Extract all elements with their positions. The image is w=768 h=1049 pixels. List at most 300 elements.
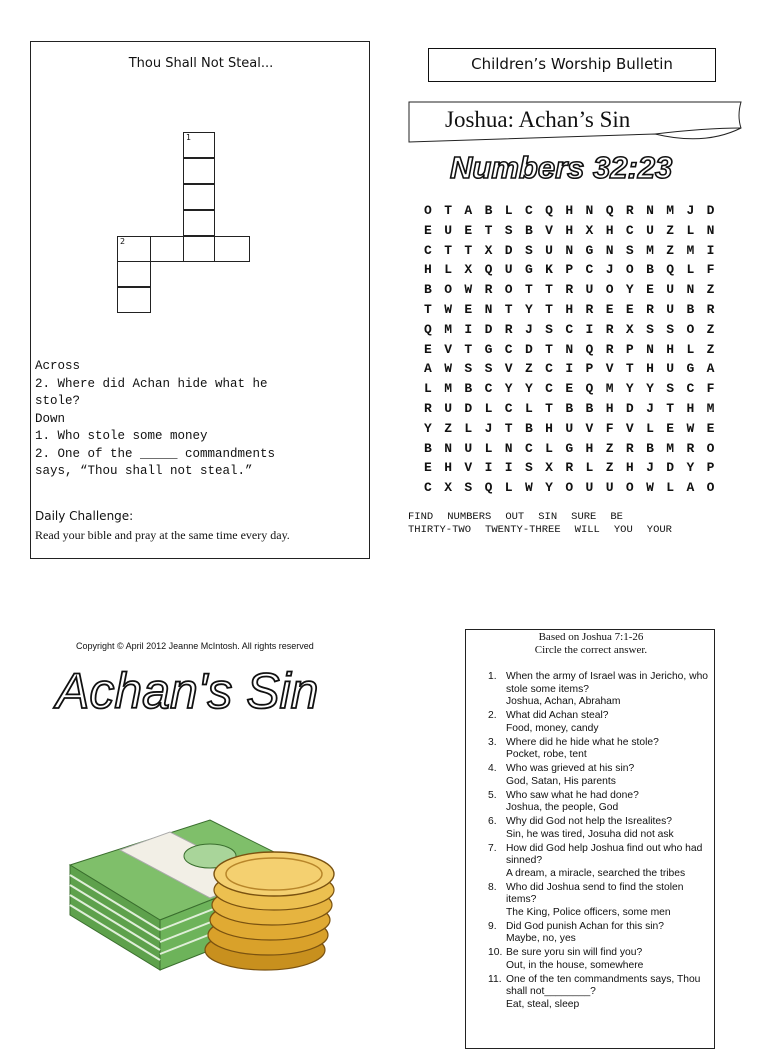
word-bank-line [408,511,686,524]
word-search-letter[interactable]: L [444,262,452,278]
word-search-letter[interactable]: V [625,420,634,436]
word-search-letter[interactable]: E [565,381,574,397]
word-search-letter[interactable]: L [646,420,654,436]
word-search-letter[interactable]: C [545,361,553,377]
quiz-question [466,671,711,709]
word-search-letter[interactable]: Z [605,440,614,456]
crossword-cell[interactable] [183,184,215,210]
word-search-letter[interactable]: U [585,282,594,298]
word-search-letter[interactable]: A [464,203,473,218]
word-search-letter[interactable]: P [625,341,634,357]
word-search-letter[interactable]: R [625,203,634,218]
word-search-letter[interactable]: E [464,222,473,238]
crossword-cell[interactable] [214,236,250,262]
answer-choices[interactable]: Joshua, Achan, Abraham [506,696,621,707]
word-search-letter[interactable]: N [706,222,715,238]
crossword-cell[interactable] [183,132,215,158]
crossword-title: Thou Shall Not Steal... [128,56,274,71]
word-search-letter[interactable]: N [565,242,574,258]
word-search-letter[interactable]: U [444,222,452,238]
answer-choices[interactable]: Food, money, candy [506,722,599,734]
word-search-letter[interactable]: H [565,203,574,218]
word-search-letter[interactable]: Z [666,242,675,258]
word-search-letter[interactable]: J [605,262,614,278]
word-search-letter[interactable]: I [484,460,493,476]
word-search-letter[interactable]: S [666,321,675,337]
word-search-letter[interactable]: H [666,341,675,357]
word-search-letter[interactable]: S [666,381,675,397]
word-search-letter[interactable]: T [504,301,513,317]
word-search-row [424,441,727,461]
word-search-letter[interactable]: B [424,440,432,456]
word-search-letter[interactable]: B [484,203,493,218]
question-text: What did Achan steal? [506,710,609,721]
quiz-question [466,790,711,815]
word-search-letter[interactable]: R [565,460,574,476]
word-search-letter[interactable]: W [444,301,452,317]
word-search-letter[interactable]: G [524,262,533,278]
crossword-cell[interactable] [183,210,215,236]
word-search-letter[interactable]: I [585,321,594,337]
word-search-letter[interactable]: D [706,203,715,218]
word-search-letter[interactable]: S [646,321,654,337]
word-search-letter[interactable]: E [464,301,473,317]
word-search-letter[interactable]: D [484,321,493,337]
word-search-letter[interactable]: V [545,222,553,238]
answer-choices[interactable]: The King, Police officers, some men [506,906,671,918]
word-search-letter[interactable]: U [605,480,614,496]
word-search-letter[interactable]: Q [484,480,493,496]
word-search-letter[interactable]: X [464,262,473,278]
word-search-letter[interactable]: O [444,282,452,298]
word-search-letter[interactable]: B [646,262,654,278]
word-search-letter[interactable]: W [646,480,654,496]
word-search-letter[interactable]: T [424,301,432,317]
word-search-letter[interactable]: I [504,460,513,476]
bulletin-subtitle: Joshua: Achan’s Sin [445,107,631,132]
word-search-letter[interactable]: Y [646,381,654,397]
word-search-letter[interactable]: I [706,242,715,258]
word-search-letter[interactable]: H [444,460,452,476]
crossword-cell[interactable] [183,236,215,262]
word-search-letter[interactable]: V [605,361,614,377]
word-search-letter[interactable]: S [524,460,533,476]
word-search-letter[interactable]: R [484,282,493,298]
word-search-letter[interactable]: R [565,282,574,298]
word-search-row [424,460,727,480]
word-search-letter[interactable]: Z [706,282,715,298]
word-search-letter[interactable]: Q [585,341,594,357]
word-search-letter[interactable]: E [706,420,715,436]
word-search-letter[interactable]: M [444,321,452,337]
word-search-letter[interactable]: Z [706,341,715,357]
word-search-letter[interactable]: F [706,381,715,397]
word-search-letter[interactable]: Z [444,420,452,436]
word-search-letter[interactable]: Z [605,460,614,476]
word-search-letter[interactable]: H [686,400,695,416]
word-search-letter[interactable]: U [646,222,654,238]
question-number: 9. [488,920,497,932]
word-search-letter[interactable]: C [504,400,513,416]
word-search-letter[interactable]: J [524,321,533,337]
word-search-letter[interactable]: P [585,361,594,377]
word-search-letter[interactable]: Z [666,222,675,238]
word-search-row [424,342,727,362]
word-search-letter[interactable]: E [424,460,432,476]
word-search-letter[interactable]: N [646,203,654,218]
word-search-letter[interactable]: T [464,242,473,258]
answer-choices[interactable]: Eat, steal, sleep [506,998,580,1010]
word-search-letter[interactable]: N [605,242,614,258]
word-search-letter[interactable]: Y [424,420,432,436]
word-search-letter[interactable]: Y [504,381,513,397]
answer-choices[interactable]: God, Satan, His parents [506,775,616,787]
word-search-letter[interactable]: P [706,460,715,476]
word-search-letter[interactable]: E [424,341,432,357]
quiz-source: Based on Joshua 7:1-26 [538,631,644,643]
word-search-letter[interactable]: S [504,222,513,238]
word-search-letter[interactable]: U [504,262,513,278]
word-search-letter[interactable]: C [625,222,634,238]
answer-choices[interactable]: Maybe, no, yes [506,933,576,944]
word-search-letter[interactable]: L [504,480,513,496]
word-search-letter[interactable]: U [666,282,675,298]
word-search-letter[interactable]: R [424,400,432,416]
word-search-letter[interactable]: N [686,282,695,298]
word-search-letter[interactable]: C [545,381,553,397]
word-search-letter[interactable]: A [686,480,695,496]
word-search-letter[interactable]: X [545,460,553,476]
word-search-letter[interactable]: B [524,420,533,436]
word-search-letter[interactable]: C [524,440,533,456]
word-search-letter[interactable]: G [585,242,594,258]
word-search-letter[interactable]: O [625,480,634,496]
word-search-letter[interactable]: N [585,203,594,218]
word-search-letter[interactable]: N [646,341,654,357]
word-search-row [424,262,727,282]
word-search-letter[interactable]: E [646,282,654,298]
word-search-letter[interactable]: T [504,420,513,436]
bulletin-title: Children’s Worship Bulletin [428,48,716,82]
question-text: One of the ten commandments says, Thou shall not________? [506,973,701,997]
crossword-cell[interactable] [117,236,151,262]
word-search-letter[interactable]: M [605,381,614,397]
question-text: How did God help Joshua find out who had sinned? [506,842,703,866]
word-search-letter[interactable]: D [504,242,513,258]
word-search-letter[interactable]: R [625,440,634,456]
word-bank-word: SURE [571,511,597,523]
word-search-letter[interactable]: E [625,301,634,317]
word-search-letter[interactable]: B [565,400,574,416]
question-number: 4. [488,763,497,774]
word-search-letter[interactable]: B [646,440,654,456]
word-search-letter[interactable]: Y [524,381,533,397]
word-search-letter[interactable]: Z [706,321,715,337]
word-search-letter[interactable]: C [484,381,493,397]
word-search-letter[interactable]: O [504,282,513,298]
answer-choices[interactable]: Out, in the house, somewhere [506,959,644,971]
word-search-letter[interactable]: T [444,203,452,218]
word-search-letter[interactable]: T [666,400,675,416]
question-text: When the army of Israel was in Jericho, who stole some items? [506,671,709,695]
word-search-letter[interactable]: X [484,242,493,258]
word-search-letter[interactable]: H [565,301,574,317]
word-bank-word: YOUR [646,524,672,536]
word-search-letter[interactable]: L [686,222,695,238]
word-search-letter[interactable]: O [686,321,695,337]
crossword-cell[interactable] [117,261,151,287]
word-search-letter[interactable]: J [646,460,654,476]
word-search-letter[interactable]: N [484,301,493,317]
word-bank-word: OUT [505,511,525,523]
quiz-question [466,947,711,972]
word-search-letter[interactable]: V [504,361,513,377]
word-search-letter[interactable]: N [504,440,513,456]
word-search-letter[interactable]: J [646,400,654,416]
word-search-letter[interactable]: V [464,460,473,476]
word-search-letter[interactable]: H [605,222,614,238]
word-search-letter[interactable]: R [706,301,715,317]
word-bank-word: TWENTY-THREE [485,524,561,536]
word-search-letter[interactable]: X [585,222,594,238]
word-search-letter[interactable]: U [545,242,553,258]
word-search-letter[interactable]: L [484,440,493,456]
word-search-letter[interactable]: T [524,282,533,298]
word-bank-word: YOU [613,524,633,536]
word-search-letter[interactable]: L [424,381,432,397]
word-search-letter[interactable]: T [545,282,553,298]
word-search-letter[interactable]: L [484,400,493,416]
question-number: 3. [488,736,497,748]
word-search-letter[interactable]: L [545,440,553,456]
word-search-letter[interactable]: X [444,480,452,496]
word-search-letter[interactable]: U [666,301,675,317]
word-search-letter[interactable]: M [646,242,654,258]
answer-choices[interactable]: Sin, he was tired, Josuha did not ask [506,828,674,840]
word-search-letter[interactable]: S [524,242,533,258]
word-search-row [424,401,727,421]
word-search-letter[interactable]: Z [524,361,533,377]
word-search-letter[interactable]: W [524,480,533,496]
word-search-letter[interactable]: H [625,460,634,476]
word-search-letter[interactable]: Y [545,480,553,496]
word-search-letter[interactable]: U [585,480,594,496]
word-search-letter[interactable]: B [585,400,594,416]
quiz-question [466,816,711,841]
word-search-letter[interactable]: K [545,262,553,278]
word-search-letter[interactable]: E [424,222,432,238]
word-search-letter[interactable]: T [545,400,553,416]
word-search-letter[interactable]: F [605,420,614,436]
quiz-question [466,737,711,762]
word-search-letter[interactable]: B [686,301,695,317]
word-search-letter[interactable]: T [625,361,634,377]
word-search-letter[interactable]: G [686,361,695,377]
word-search-letter[interactable]: I [464,321,473,337]
word-search-letter[interactable]: S [464,361,473,377]
word-search-letter[interactable]: R [585,301,594,317]
quiz-question [466,763,711,788]
word-search-letter[interactable]: C [424,242,432,258]
question-number: 6. [488,816,497,827]
word-search-letter[interactable]: J [484,420,493,436]
word-search-letter[interactable]: T [545,341,553,357]
word-search-letter[interactable]: L [686,262,695,278]
word-search-letter[interactable]: L [524,400,533,416]
question-text: Who did Joshua send to find the stolen items? [506,881,684,905]
quiz-question [466,710,711,735]
word-search-letter[interactable]: V [585,420,594,436]
word-search-letter[interactable]: V [444,341,452,357]
word-search-letter[interactable]: Y [686,460,695,476]
word-search-letter[interactable]: O [706,480,715,496]
question-text: Be sure yoru sin will find you? [506,947,643,958]
word-search-letter[interactable]: U [565,420,574,436]
word-search-letter[interactable]: O [605,282,614,298]
word-search-letter[interactable]: H [424,262,432,278]
word-search-letter[interactable]: B [524,222,533,238]
word-search-letter[interactable]: D [625,400,634,416]
word-search-letter[interactable]: T [545,301,553,317]
word-search-letter[interactable]: G [484,341,493,357]
word-search-letter[interactable]: P [565,262,574,278]
word-search-letter[interactable]: W [686,420,695,436]
question-number: 11. [488,973,502,985]
word-search-letter[interactable]: F [706,262,715,278]
crossword-clues: Across 2. Where did Achan hide what he stole? Down 1. Who stole some money 2. One of the _____ commandments says, “Thou shall not steal.” [35,359,276,478]
word-search-letter[interactable]: T [444,242,452,258]
word-search-letter[interactable]: J [686,203,695,218]
answer-choices[interactable]: Pocket, robe, tent [506,749,587,760]
word-search-letter[interactable]: O [706,440,715,456]
word-search-letter[interactable]: U [444,400,452,416]
word-search-letter[interactable]: Y [625,381,634,397]
answer-choices[interactable]: Joshua, the people, God [506,802,619,813]
word-search-letter[interactable]: Q [424,321,432,337]
word-search-row [424,223,727,243]
question-number: 8. [488,881,497,893]
word-search-letter[interactable]: H [585,440,594,456]
word-search-row [424,421,727,441]
word-search-letter[interactable]: H [545,420,553,436]
word-search-letter[interactable]: S [545,321,553,337]
word-search-letter[interactable]: H [605,400,614,416]
question-text: Who was grieved at his sin? [506,763,635,774]
word-search-letter[interactable]: L [666,480,675,496]
word-search-letter[interactable]: T [464,341,473,357]
word-search-row [424,322,727,342]
word-search-letter[interactable]: T [484,222,493,238]
cover-title [52,660,362,718]
word-search-letter[interactable]: S [625,242,634,258]
word-search-letter[interactable]: C [686,381,695,397]
word-search-letter[interactable]: R [504,321,513,337]
word-search-letter[interactable]: Y [625,282,634,298]
word-search-letter[interactable]: B [464,381,473,397]
word-bank-word: NUMBERS [447,511,492,523]
word-search-letter[interactable]: Q [605,203,614,218]
word-search-letter[interactable]: S [464,480,473,496]
word-search-letter[interactable]: G [565,440,574,456]
word-search-letter[interactable]: H [565,222,574,238]
word-search-letter[interactable]: U [464,440,473,456]
word-search-letter[interactable]: M [686,242,695,258]
word-search-letter[interactable]: O [625,262,634,278]
word-search-letter[interactable]: R [686,440,695,456]
word-search-letter[interactable]: I [565,361,574,377]
word-search-letter[interactable]: Q [484,262,493,278]
quiz-question [466,882,711,920]
word-search-letter[interactable]: A [706,361,715,377]
word-search-letter[interactable]: O [565,480,574,496]
quiz-question [466,974,711,1012]
word-search-letter[interactable]: E [666,420,675,436]
word-search-letter[interactable]: M [666,203,675,218]
word-search-letter[interactable]: U [666,361,675,377]
word-search-letter[interactable]: C [424,480,432,496]
quiz-question [466,843,711,881]
crossword-cell[interactable] [117,287,151,313]
word-search-letter[interactable]: W [464,282,473,298]
word-bank-word: THIRTY-TWO [408,524,472,536]
word-search-letter[interactable]: Q [666,262,675,278]
word-search-row [424,480,727,500]
question-number: 10. [488,947,503,958]
word-search-letter[interactable]: O [424,203,432,218]
word-search-letter[interactable]: H [646,361,654,377]
coin-stack-icon [205,852,334,970]
word-search-letter[interactable]: M [444,381,452,397]
word-search-letter[interactable]: D [524,341,533,357]
word-search-letter[interactable]: C [504,341,513,357]
word-search-letter[interactable]: L [504,203,513,218]
word-search-letter[interactable]: W [444,361,452,377]
word-search-letter[interactable]: R [605,321,614,337]
word-search-letter[interactable]: Q [585,381,594,397]
word-search-letter[interactable]: C [565,321,574,337]
word-search-letter[interactable]: L [686,341,695,357]
word-search-row [424,361,727,381]
word-search-letter[interactable]: N [565,341,574,357]
word-search-letter[interactable]: D [666,460,675,476]
crossword-cell[interactable] [183,158,215,184]
word-search-letter[interactable]: R [605,341,614,357]
word-bank-word: BE [610,511,623,523]
question-number: 5. [488,789,497,801]
word-search-letter[interactable]: S [484,361,493,377]
word-search-letter[interactable]: D [464,400,473,416]
word-search-letter[interactable]: N [444,440,452,456]
word-search-letter[interactable]: R [646,301,654,317]
answer-choices[interactable]: A dream, a miracle, searched the tribes [506,867,686,879]
word-search-letter[interactable]: E [605,301,614,317]
word-search-letter[interactable]: Q [545,203,553,218]
word-search-letter[interactable]: L [464,420,473,436]
question-number: 1. [488,671,497,682]
cover-title-text: Achan's Sin [56,663,319,718]
word-search-letter[interactable]: C [585,262,594,278]
word-search-letter[interactable]: X [625,321,634,337]
word-search-letter[interactable]: L [585,460,594,476]
word-search-letter[interactable]: M [666,440,675,456]
word-search-row [424,302,727,322]
word-search-letter[interactable]: A [424,361,432,377]
word-search-letter[interactable]: C [524,203,533,218]
word-search-letter[interactable]: B [424,282,432,298]
crossword-cell[interactable] [150,236,184,262]
word-search-letter[interactable]: Y [524,301,533,317]
word-search-letter[interactable]: M [706,400,715,416]
